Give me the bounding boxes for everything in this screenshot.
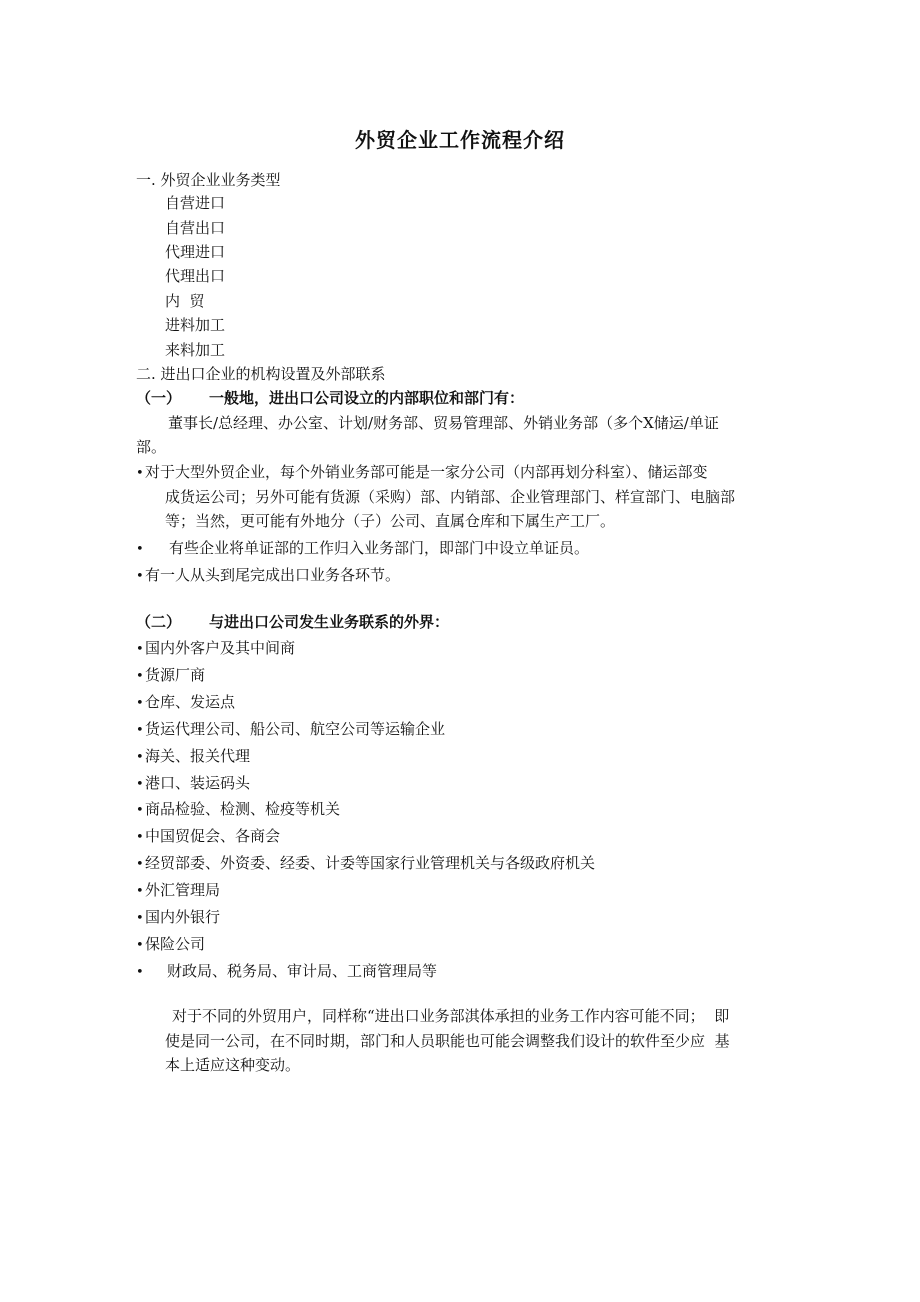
bullet-continuation: 成货运公司；另外可能有货源（采购）部、内销部、企业管理部门、样宣部门、电脑部	[165, 488, 736, 506]
bullet-item: •中国贸促会、各商会	[136, 826, 280, 848]
bullet-item: •货源厂商	[136, 665, 205, 687]
section-2-heading: 二. 进出口企业的机构设置及外部联系	[136, 365, 386, 383]
subsection-2-title: 与进出口公司发生业务联系的外界：	[209, 613, 450, 631]
bullet-icon: •	[136, 750, 144, 765]
closing-paragraph-line: 对于不同的外贸用户，同样称“进出口业务部淇体承担的业务工作内容可能不同； 即	[172, 1007, 730, 1025]
bullet-item: •仓库、发运点	[136, 692, 235, 714]
bullet-item: •商品检验、检测、检疫等机关	[136, 799, 340, 821]
subsection-1-label: （一）	[136, 389, 182, 407]
bullet-icon: •	[136, 669, 144, 684]
bullet-icon: •	[136, 938, 144, 953]
bullet-item: •经贸部委、外资委、经委、计委等国家行业管理机关与各级政府机关	[136, 853, 595, 875]
paragraph-line: 董事长/总经理、办公室、计划/财务部、贸易管理部、外销业务部（多个X储运/单证	[168, 414, 719, 432]
bullet-icon: •	[136, 830, 144, 845]
bullet-item: •保险公司	[136, 934, 205, 956]
bullet-icon: •	[136, 911, 144, 926]
bullet-icon: •	[136, 466, 144, 481]
closing-paragraph-line: 本上适应这种变动。	[165, 1056, 301, 1074]
bullet-item: •货运代理公司、船公司、航空公司等运输企业	[136, 719, 445, 741]
subsection-1-title: 一般地，进出口公司设立的内部职位和部门有：	[209, 389, 525, 407]
bullet-item: •对于大型外贸企业，每个外销业务部可能是一家分公司（内部再划分科室）、储运部变	[136, 462, 708, 484]
bullet-continuation: 等；当然，更可能有外地分（子）公司、直属仓库和下属生产工厂。	[165, 512, 616, 530]
list-item: 自营出口	[165, 219, 226, 237]
bullet-icon: •	[136, 696, 144, 711]
list-item: 代理进口	[165, 243, 226, 261]
bullet-icon: •	[136, 857, 144, 872]
subsection-2-label: （二）	[136, 613, 182, 631]
subsection-1-heading	[136, 388, 524, 408]
bullet-item: •国内外银行	[136, 907, 220, 929]
list-item: 来料加工	[165, 341, 226, 359]
bullet-item: • 财政局、税务局、审计局、工商管理局等	[136, 961, 437, 983]
list-item: 进料加工	[165, 316, 226, 334]
bullet-icon: •	[136, 803, 144, 818]
bullet-icon: •	[136, 777, 144, 792]
bullet-item: • 有些企业将单证部的工作归入业务部门，即部门中设立单证员。	[136, 538, 589, 560]
bullet-item: •有一人从头到尾完成出口业务各环节。	[136, 565, 400, 587]
subsection-2-heading	[136, 612, 449, 632]
bullet-icon: •	[136, 642, 144, 657]
list-item: 代理出口	[165, 267, 226, 285]
page-title: 外贸企业工作流程介绍	[355, 128, 565, 152]
bullet-item: •港口、装运码头	[136, 773, 250, 795]
bullet-item: •国内外客户及其中间商	[136, 638, 295, 660]
closing-paragraph-line: 使是同一公司，在不同时期，部门和人员职能也可能会调整我们设计的软件至少应 基	[165, 1032, 730, 1050]
bullet-icon: •	[136, 542, 144, 557]
bullet-icon: •	[136, 723, 144, 738]
section-1-heading: 一. 外贸企业业务类型	[136, 171, 281, 189]
bullet-item: •外汇管理局	[136, 880, 220, 902]
bullet-item: •海关、报关代理	[136, 746, 250, 768]
bullet-icon: •	[136, 884, 144, 899]
paragraph-line: 部。	[136, 438, 167, 456]
list-item: 自营进口	[165, 194, 226, 212]
bullet-icon: •	[136, 569, 144, 584]
list-item: 内 贸	[165, 292, 205, 310]
bullet-icon: •	[136, 965, 144, 980]
